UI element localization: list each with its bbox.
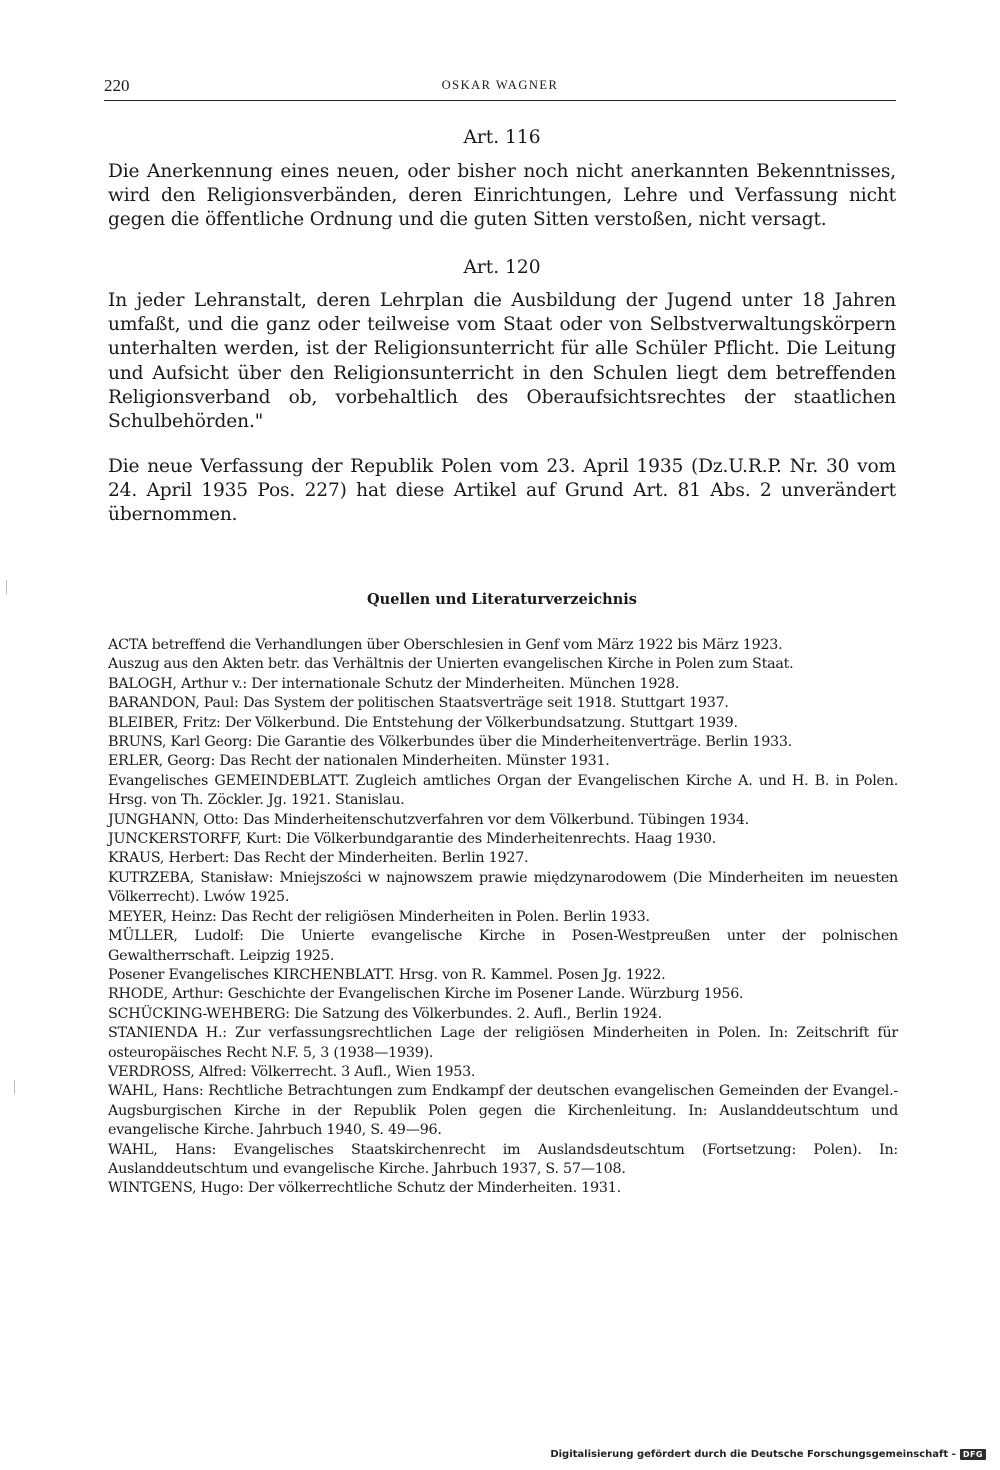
digitization-credit: Digitalisierung gefördert durch die Deutsche Forschungsgemeinschaft - (550, 1449, 956, 1460)
bibliography-entry: WAHL, Hans: Rechtliche Betrachtungen zum Endkampf der deutschen evangelischen Gemeinden der Evangel.-Augsburgischen Kirche in der Republik Polen gegen die Kirchenleitung. In: Auslanddeutschtum und evangelische Kirche. Jahrbuch 1940, S. 49—96. (108, 1083, 898, 1139)
bibliography-entry: RHODE, Arthur: Geschichte der Evangelischen Kirche im Posener Lande. Würzburg 1956. (108, 986, 744, 1003)
bibliography-entry: MÜLLER, Ludolf: Die Unierte evangelische Kirche in Posen-Westpreußen unter der polnischen Gewaltherrschaft. Leipzig 1925. (108, 928, 898, 964)
bibliography-title: Quellen und Literaturverzeichnis (367, 591, 637, 608)
page-number: 220 (104, 76, 130, 95)
bibliography-entry: ACTA betreffend die Verhandlungen über Oberschlesien in Genf vom März 1922 bis März 1923. (108, 637, 783, 653)
bibliography-entry: JUNCKERSTORFF, Kurt: Die Völkerbundgarantie des Minderheitenrechts. Haag 1930. (108, 831, 716, 848)
bibliography-entry: STANIENDA H.: Zur verfassungsrechtlichen Lage der religiösen Minderheiten in Polen. In: Zeitschrift für osteuropäisches Recht N.F. 5, 3 (1938—1939). (108, 1025, 898, 1061)
scan-edge-mark (14, 1080, 15, 1094)
article-120-text: In jeder Lehranstalt, deren Lehrplan die Ausbildung der Jugend unter 18 Jahren umfaßt, und die ganz oder teilweise vom Staat oder von Selbstverwaltungskörpern unterhalten werden, ist der Religionsunterricht für alle Schüler Pflicht. Die Leitung und Aufsicht über den Religionsunterricht in den Schulen liegt dem betreffenden Religionsverband ob, vorbehaltlich des Oberaufsichtsrechtes der staatlichen Schulbehörden." (108, 290, 896, 433)
article-116-text: Die Anerkennung eines neuen, oder bisher noch nicht anerkannten Bekenntnisses, wird den Religionsverbänden, deren Einrichtungen, Lehre und Verfassung nicht gegen die öffentliche Ordnung und die guten Sitten verstoßen, nicht versagt. (108, 161, 896, 231)
bibliography-entry: MEYER, Heinz: Das Recht der religiösen Minderheiten in Polen. Berlin 1933. (108, 908, 650, 925)
bibliography-entry: WAHL, Hans: Evangelisches Staatskirchenrecht im Auslandsdeutschtum (Fortsetzung: Polen). In: Auslanddeutschtum und evangelische Kirche. Jahrbuch 1937, S. 57—108. (108, 1141, 898, 1177)
article-116-heading: Art. 116 (463, 127, 541, 148)
running-header-author: OSKAR WAGNER (441, 78, 559, 92)
bibliography-entry: KRAUS, Herbert: Das Recht der Minderheiten. Berlin 1927. (108, 850, 529, 867)
running-header (104, 74, 896, 101)
bibliography-entry: ERLER, Georg: Das Recht der nationalen Minderheiten. Münster 1931. (108, 753, 610, 770)
bibliography-list (108, 636, 898, 1199)
bibliography-entry: Evangelisches GEMEINDEBLATT. Zugleich amtliches Organ der Evangelischen Kirche A. und H. B. in Polen. Hrsg. von Th. Zöckler. Jg. 1921. Stanislau. (108, 772, 898, 809)
bibliography-entry: BLEIBER, Fritz: Der Völkerbund. Die Entstehung der Völkerbundsatzung. Stuttgart 1939. (108, 714, 738, 731)
bibliography-entry: JUNGHANN, Otto: Das Minderheitenschutzverfahren vor dem Völkerbund. Tübingen 1934. (108, 811, 749, 828)
closing-paragraph: Die neue Verfassung der Republik Polen vom 23. April 1935 (Dz.U.R.P. Nr. 30 vom 24. April 1935 Pos. 227) hat diese Artikel auf Grund Art. 81 Abs. 2 unverändert übernommen. (108, 456, 896, 526)
bibliography-entry: VERDROSS, Alfred: Völkerrecht. 3 Aufl., Wien 1953. (108, 1063, 476, 1080)
bibliography-entry: BARANDON, Paul: Das System der politischen Staatsverträge seit 1918. Stuttgart 1937. (108, 695, 729, 712)
bibliography-entry: BALOGH, Arthur v.: Der internationale Schutz der Minderheiten. München 1928. (108, 675, 680, 692)
bibliography-entry: SCHÜCKING-WEHBERG: Die Satzung des Völkerbundes. 2. Aufl., Berlin 1924. (108, 1005, 662, 1022)
bibliography-entry: Posener Evangelisches KIRCHENBLATT. Hrsg. von R. Kammel. Posen Jg. 1922. (108, 966, 666, 983)
digitization-footer (550, 1449, 986, 1460)
scan-edge-mark (6, 580, 7, 594)
dfg-logo: DFG (960, 1449, 986, 1460)
bibliography-entry: Auszug aus den Akten betr. das Verhältnis der Unierten evangelischen Kirche in Polen zum Staat. (108, 656, 794, 673)
bibliography-entry: KUTRZEBA, Stanisław: Mniejszości w najnowszem prawie międzynarodowem (Die Minderheiten im neuesten Völkerrecht). Lwów 1925. (108, 869, 898, 906)
bibliography-entry: BRUNS, Karl Georg: Die Garantie des Völkerbundes über die Minderheitenverträge. Berlin 1933. (108, 734, 793, 751)
bibliography-entry: WINTGENS, Hugo: Der völkerrechtliche Schutz der Minderheiten. 1931. (108, 1180, 621, 1197)
article-120-heading: Art. 120 (463, 257, 541, 278)
